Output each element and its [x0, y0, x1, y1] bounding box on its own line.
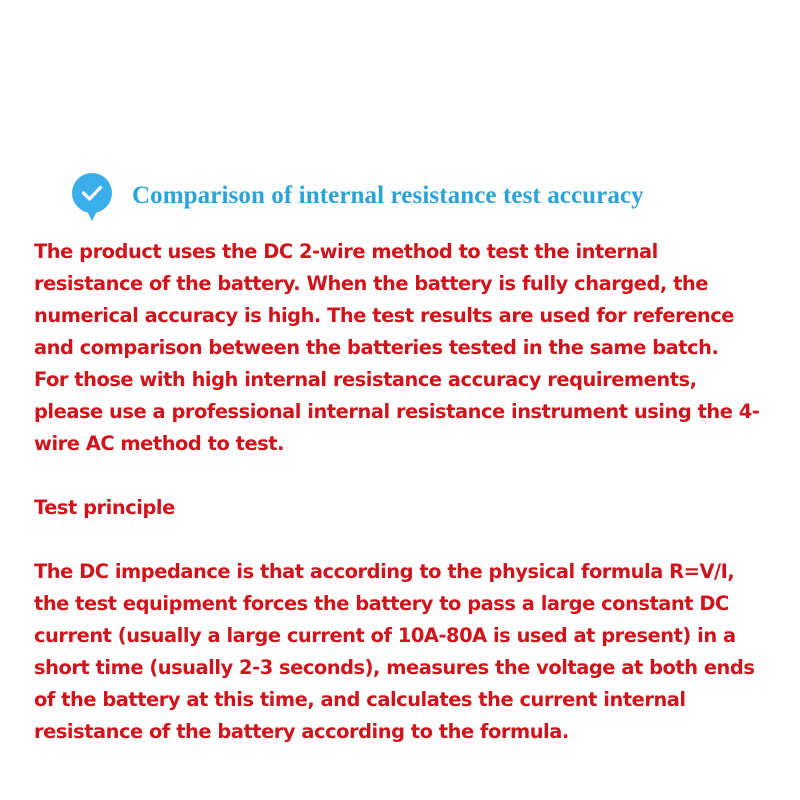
paragraph-line: of the battery at this time, and calculates the current internal	[34, 688, 686, 711]
paragraph-line: please use a professional internal resistance instrument using the 4-	[34, 400, 760, 423]
paragraph-line: the test equipment forces the battery to pass a large constant DC	[34, 592, 729, 615]
check-bubble-icon	[70, 172, 114, 224]
paragraph-line: resistance of the battery according to the formula.	[34, 720, 569, 743]
paragraph-principle	[34, 556, 774, 748]
paragraph-line: resistance of the battery. When the battery is fully charged, the	[34, 272, 708, 295]
section-title: Comparison of internal resistance test accuracy	[132, 182, 644, 209]
document-body	[34, 236, 774, 748]
spacer	[34, 460, 774, 492]
paragraph-line: For those with high internal resistance accuracy requirements,	[34, 368, 697, 391]
paragraph-line: The DC impedance is that according to the physical formula R=V/I,	[34, 560, 735, 583]
spacer	[34, 524, 774, 556]
paragraph-accuracy	[34, 236, 774, 460]
paragraph-line: and comparison between the batteries tested in the same batch.	[34, 336, 719, 359]
section-header	[70, 172, 644, 224]
paragraph-line: numerical accuracy is high. The test results are used for reference	[34, 304, 735, 327]
paragraph-line: short time (usually 2-3 seconds), measures the voltage at both ends	[34, 656, 755, 679]
section-heading-test-principle: Test principle	[34, 496, 175, 519]
paragraph-line: The product uses the DC 2-wire method to test the internal	[34, 240, 658, 263]
paragraph-line: wire AC method to test.	[34, 432, 284, 455]
paragraph-line: current (usually a large current of 10A-80A is used at present) in a	[34, 624, 736, 647]
